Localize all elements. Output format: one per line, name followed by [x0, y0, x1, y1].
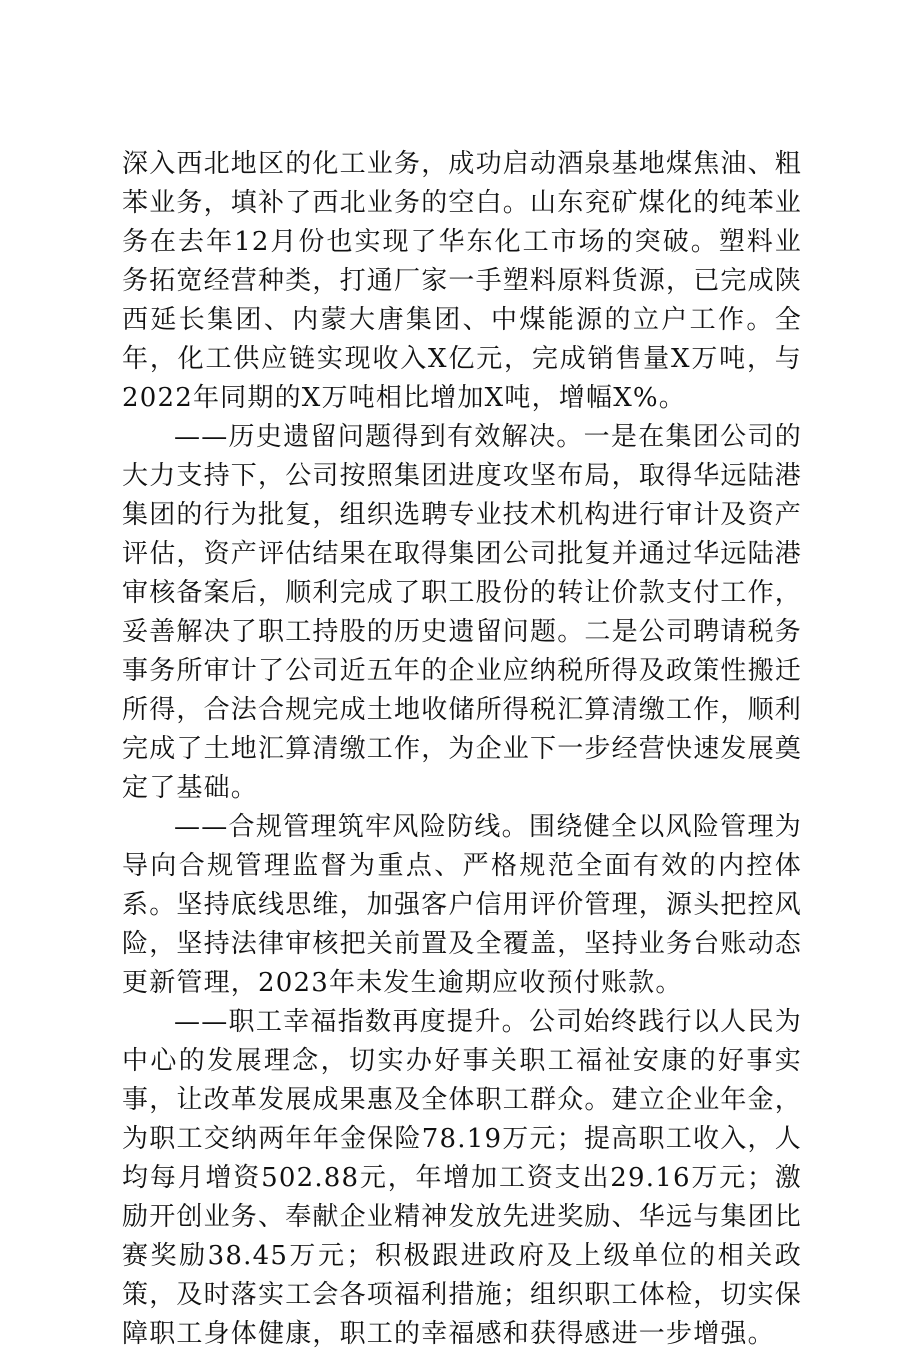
paragraph-employee-welfare: ——职工幸福指数再度提升。公司始终践行以人民为中心的发展理念，切实办好事关职工福祉安康的好事实事，让改革发展成果惠及全体职工群众。建立企业年金，为职工交纳两年年金保险78.19万元；提高职工收入，人均每月增资502.88元，年增加工资支出29.16万元；激励开创业务、奉献企业精神发放先进奖励、华远与集团比赛奖励38.45万元；积极跟进政府及上级单位的相关政策，及时落实工会各项福利措施；组织职工体检，切实保障职工身体健康，职工的幸福感和获得感进一步增强。: [122, 1007, 803, 1349]
document-body: [122, 145, 802, 1354]
paragraph-historical-issues: ——历史遗留问题得到有效解决。一是在集团公司的大力支持下，公司按照集团进度攻坚布局，取得华远陆港集团的行为批复，组织选聘专业技术机构进行审计及资产评估，资产评估结果在取得集团公司批复并通过华远陆港审核备案后，顺利完成了职工股份的转让价款支付工作，妥善解决了职工持股的历史遗留问题。二是公司聘请税务事务所审计了公司近五年的企业应纳税所得及政策性搬迁所得，合法合规完成土地收储所得税汇算清缴工作，顺利完成了土地汇算清缴工作，为企业下一步经营快速发展奠定了基础。: [122, 422, 803, 803]
paragraph-compliance-management: ——合规管理筑牢风险防线。围绕健全以风险管理为导向合规管理监督为重点、严格规范全面有效的内控体系。坚持底线思维，加强客户信用评价管理，源头把控风险，坚持法律审核把关前置及全覆盖，坚持业务台账动态更新管理，2023年未发生逾期应收预付账款。: [122, 812, 803, 998]
paragraph-chemical-business: 深入西北地区的化工业务，成功启动酒泉基地煤焦油、粗苯业务，填补了西北业务的空白。山东兖矿煤化的纯苯业务在去年12月份也实现了华东化工市场的突破。塑料业务拓宽经营种类，打通厂家一手塑料原料货源，已完成陕西延长集团、内蒙大唐集团、中煤能源的立户工作。全年，化工供应链实现收入X亿元，完成销售量X万吨，与2022年同期的X万吨相比增加X吨，增幅X%。: [122, 149, 803, 413]
